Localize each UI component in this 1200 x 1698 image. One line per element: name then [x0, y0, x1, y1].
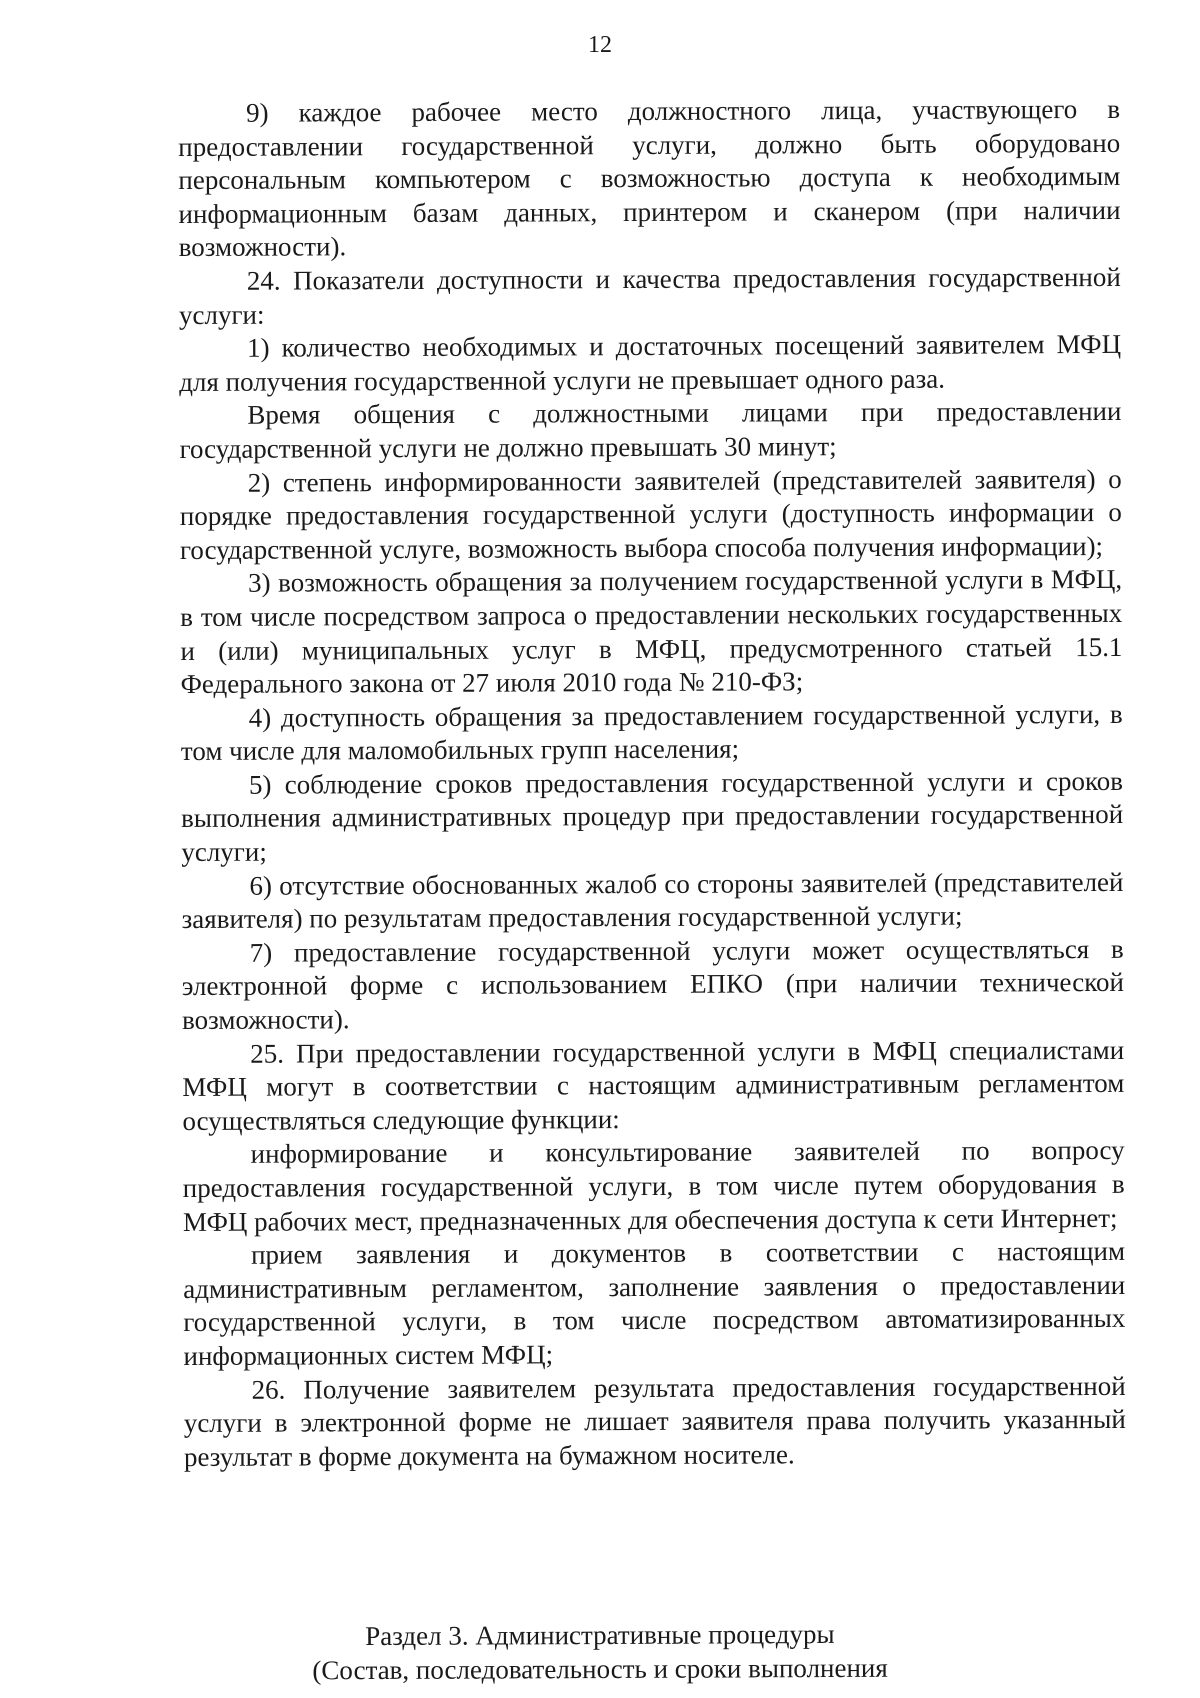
paragraph-clause-24: 24. Показатели доступности и качества предоставления государственной услуги: [178, 261, 1121, 330]
section-heading: Раздел 3. Административные процедуры [365, 1618, 835, 1652]
page-number: 12 [588, 32, 612, 58]
paragraph-item-2: 2) степень информированности заявителей (представителей заявителя) о порядке предоставления государственной услуги (доступность информации о государственной услуге, возможность выбора способа получения информации); [179, 463, 1122, 565]
paragraph-clause-25: 25. При предоставлении государственной услуги в МФЦ специалистами МФЦ могут в соответствии с настоящим административным регламентом осуществляться следующие функции: [182, 1034, 1125, 1136]
paragraph-item-1: 1) количество необходимых и достаточных посещений заявителем МФЦ для получения государственной услуги не превышает одного раза. [179, 329, 1122, 397]
paragraph-item-7: 7) предоставление государственной услуги может осуществляться в электронной форме с использованием ЕПКО (при наличии технической возможности). [181, 933, 1124, 1036]
section-subheading: (Состав, последовательность и сроки выполнения [312, 1652, 888, 1686]
section-header [0, 1615, 1200, 1688]
paragraph-item-6: 6) отсутствие обоснованных жалоб со стороны заявителей (представителей заявителя) по результатам предоставления государственной услуги; [181, 866, 1124, 935]
paragraph-item-9: 9) каждое рабочее место должностного лица, участвующего в предоставлении государственной услуги, должно быть оборудовано персональным компьютером с возможностью доступа к необходимым информационным базам данных, принтером и сканером (при наличии возможности). [178, 93, 1121, 263]
paragraph-item-3: 3) возможность обращения за получением государственной услуги в МФЦ, в том числе посредством запроса о предоставлении нескольких государственных и (или) муниципальных услуг в МФЦ, предусмотренного статьей 15.1 Федерального закона от 27 июля 2010 года № 210-ФЗ; [180, 564, 1123, 700]
paragraph-item-4: 4) доступность обращения за предоставлением государственной услуги, в том числе для маломобильных групп населения; [180, 698, 1123, 767]
document-body [178, 93, 1126, 1474]
paragraph-informing: информирование и консультирование заявителей по вопросу предоставления государственной услуги, в том числе путем оборудования в МФЦ рабочих мест, предназначенных для обеспечения доступа к сети Интернет; [182, 1135, 1125, 1237]
paragraph-contact-time: Время общения с должностными лицами при предоставлении государственной услуги не должно превышать 30 минут; [179, 396, 1122, 464]
paragraph-item-5: 5) соблюдение сроков предоставления государственной услуги и сроков выполнения административных процедур при предоставлении государственной услуги; [181, 765, 1124, 868]
paragraph-clause-26: 26. Получение заявителем результата предоставления государственной услуги в электронной форме не лишает заявителя права получить указанный результат в форме документа на бумажном носителе. [183, 1370, 1126, 1472]
paragraph-reception: прием заявления и документов в соответствии с настоящим административным регламентом, заполнение заявления о предоставлении государственной услуги, в том числе посредством автоматизированных информационных систем МФЦ; [183, 1236, 1126, 1371]
